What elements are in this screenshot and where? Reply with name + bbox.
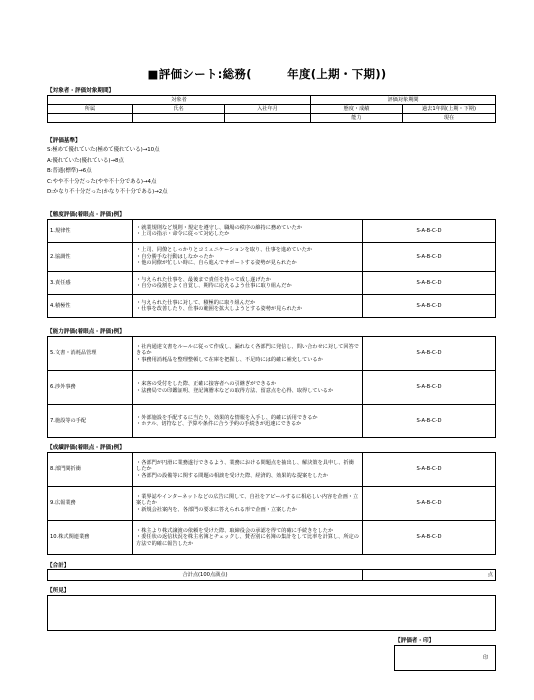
col-ability: 能力 [311,114,403,123]
total-text: 合計点(100点満点) [48,570,363,581]
target-table [47,95,496,123]
attitude-desc-2: ・上司、同僚としっかりとコミュニケーションを取り、仕事を進めていたか ・自分勝手な行動はしなかったか ・他の同僚が忙しい時に、自ら進んでサポートする姿勢が見られたか [133,243,363,272]
criteria-c: C:やや不十分だった(やや不十分である)→4点 [47,178,157,185]
attitude-item-1: 1.規律性 [48,220,133,243]
ability-scale-5[interactable]: S-A-B-C-D [363,337,496,371]
attitude-scale-2[interactable]: S-A-B-C-D [363,243,496,272]
target-header: 対象者 [48,96,311,105]
ability-desc-6: ・来客の受付をした際、正確に接客者への引継ぎができるか ・法務局での印鑑証明、登記簿謄本などの取得方法、留意点を心得、取得しているか [133,371,363,405]
col-dept: 所属 [48,105,133,114]
results-scale-8[interactable]: S-A-B-C-D [363,453,496,487]
col-current: 現在 [403,114,496,123]
name-value[interactable] [133,114,225,123]
ability-desc-5: ・社内通達文書をルールに従って作成し、漏れなく各部門に発信し、問い合わせに対して回答できるか ・事務用消耗品を整理整頓して在庫を把握し、不足時には的確に補充しているか [133,337,363,371]
col-joined: 入社年月 [225,105,311,114]
results-scale-10[interactable]: S-A-B-C-D [363,521,496,555]
ability-item-5: 5.文書・消耗品管理 [48,337,133,371]
criteria-list [47,145,168,198]
section-target-label: 【対象者・評価対象期間】 [47,88,115,94]
ability-table [47,336,496,438]
criteria-s: S:極めて優れていた(極めて優れている)→10点 [47,147,160,153]
ability-scale-7[interactable]: S-A-B-C-D [363,405,496,438]
criteria-b: B:普通(標準)→6点 [47,168,92,174]
evaluator-box[interactable] [394,645,496,671]
opinion-box[interactable] [47,595,496,631]
section-criteria-label: 【評価基準】 [47,138,81,144]
section-opinion-label: 【所見】 [47,588,70,594]
section-ability-label: 【能力評価(着眼点・評価)例】 [47,329,125,335]
section-total-label: 【合計】 [47,563,70,569]
attitude-scale-1[interactable]: S-A-B-C-D [363,220,496,243]
criteria-d: D:かなり不十分だった(かなり不十分である)→2点 [47,189,168,195]
results-desc-10: ・株主より株式譲渡の依頼を受けた際、取締役会の承認を得て的確に手続きをしたか ・委任状の返信状況を株主名簿とチェックし、賛否別に名簿の集計をして比率を計算し、所定の方法で的確に報告したか [133,521,363,555]
attitude-item-2: 2.協調性 [48,243,133,272]
seal-mark: 印 [483,655,489,661]
results-desc-9: ・業界誌やインターネットなどの広告に関して、自社をアピールするに相応しい内容を企画・立案したか ・新規会社案内を、各部門の要求に答えられる形で企画・立案したか [133,487,363,521]
total-unit[interactable]: 点 [363,570,496,581]
ability-item-6: 6.渉外事務 [48,371,133,405]
section-evaluator-label: 【評価者・印】 [395,638,435,644]
total-table [47,569,496,581]
col-name: 氏名 [133,105,225,114]
attitude-desc-4: ・与えられた仕事に対して、積極的に取り組んだか ・仕事を改善したり、仕事の範囲を拡大しようとする姿勢が見られたか [133,295,363,318]
section-attitude-label: 【態度評価(着眼点・評価)例】 [47,212,125,218]
results-scale-9[interactable]: S-A-B-C-D [363,487,496,521]
ability-item-7: 7.施設等の手配 [48,405,133,438]
attitude-item-4: 4.積極性 [48,295,133,318]
results-desc-8: ・各部門が円滑に業務遂行できるよう、業務における問題点を抽出し、解決策を具申し、折衝したか ・各部門の設備等に関する問題の相談を受けた際、経済的、効果的な提案をしたか [133,453,363,487]
attitude-table [47,219,496,318]
joined-value[interactable] [225,114,311,123]
results-table [47,452,496,555]
results-item-10: 10.株式関連業務 [48,521,133,555]
page-title: ■評価シート:総務( 年度(上期・下期)) [147,67,387,81]
attitude-item-3: 3.責任感 [48,272,133,295]
dept-value[interactable] [48,114,133,123]
section-results-label: 【成績評価(着眼点・評価)例】 [47,445,125,451]
results-item-9: 9.広報業務 [48,487,133,521]
attitude-desc-3: ・与えられた仕事を、最後まで責任を持って成し遂げたか ・自分の役割をよく自覚し、期待に応えるよう仕事に取り組んだか [133,272,363,295]
attitude-desc-1: ・就業規則など規則・規定を遵守し、職場の秩序の維持に務めていたか ・上司の指示・命令に従って対応したか [133,220,363,243]
ability-desc-7: ・外部施設を手配するに当たり、効果的な情報を入手し、的確に活用できるか ・ホテル、切符など、予算や条件に合う予約の手続きが迅速にできるか [133,405,363,438]
col-attitude: 態度・成績 [311,105,403,114]
ability-scale-6[interactable]: S-A-B-C-D [363,371,496,405]
attitude-scale-3[interactable]: S-A-B-C-D [363,272,496,295]
col-past: 過去1年間(上期・下期) [403,105,496,114]
period-header: 評価対象期間 [311,96,496,105]
attitude-scale-4[interactable]: S-A-B-C-D [363,295,496,318]
results-item-8: 8.部門間折衝 [48,453,133,487]
criteria-a: A:優れていた(優れている)→8点 [47,157,124,164]
